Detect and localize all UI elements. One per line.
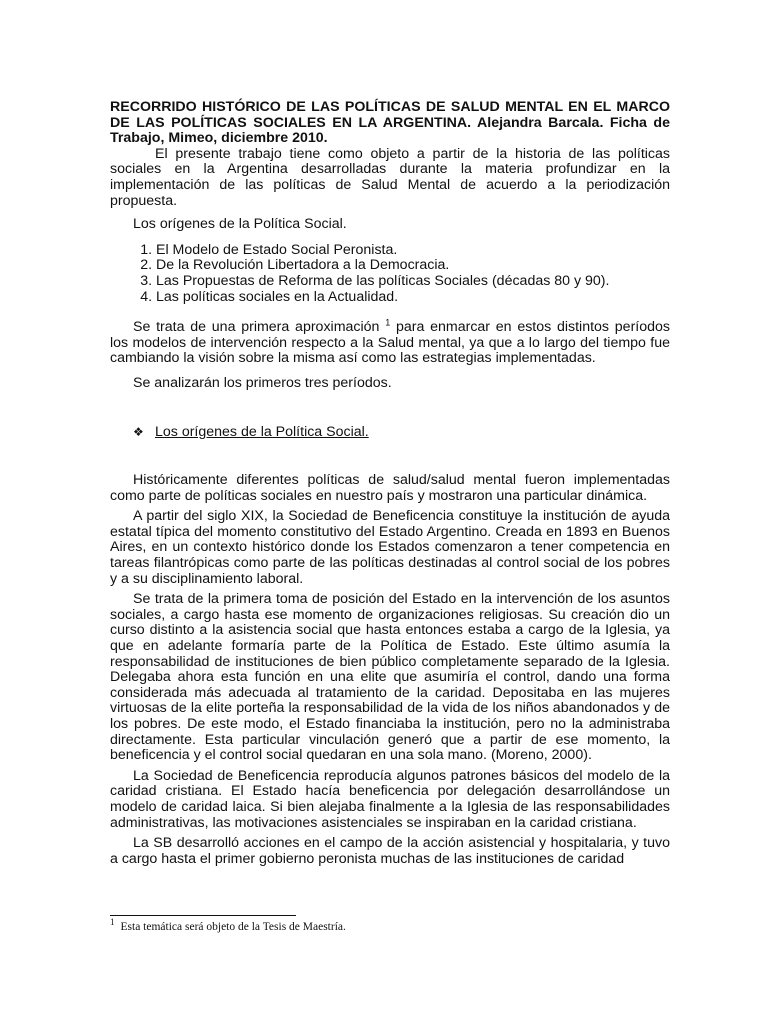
approximation-paragraph: [110, 317, 670, 367]
diamond-bullet-icon: ❖: [133, 424, 144, 439]
document-page: [110, 100, 670, 867]
footnote-divider: [110, 915, 296, 916]
list-item: 4. Las políticas sociales en la Actualidad.: [156, 290, 670, 306]
body-paragraph: Históricamente diferentes políticas de salud/salud mental fueron implementadas como parte de políticas sociales en nuestro país y mostraron una particular dinámica.: [110, 472, 670, 504]
origins-line: Los orígenes de la Política Social.: [133, 216, 347, 233]
footnote: [110, 917, 346, 933]
section-heading-label: Los orígenes de la Política Social.: [155, 423, 369, 440]
list-item: 2. De la Revolución Libertadora a la Democracia.: [156, 258, 670, 274]
body-paragraph: A partir del siglo XIX, la Sociedad de Beneficencia constituye la institución de ayuda estatal típica del momento constitutivo del Estado Argentino. Creada en 1893 en Buenos Aires, en un contexto histórico donde los Estados comenzaron a tener competencia en tareas filantrópicas como parte de las políticas destinadas al control social de los pobres y a su disciplinamiento laboral.: [110, 508, 670, 587]
approximation-text-start: Se trata de una primera aproximación: [133, 319, 386, 336]
intro-paragraph: El presente trabajo tiene como objeto a partir de la historia de las políticas sociales en la Argentina desarrolladas durante la materia profundizar en la implementación de las políticas de Salud Mental de acuerdo a la periodización propuesta.: [110, 145, 670, 209]
approximation-text-end: para enmarcar en estos distintos períodos los modelos de intervención respecto a la Salud mental, ya que a lo largo del tiempo fue cambiando la visión sobre la misma así como las estrategias implementadas.: [110, 319, 670, 367]
document-title: RECORRIDO HISTÓRICO DE LAS POLÍTICAS DE SALUD MENTAL EN EL MARCO DE LAS POLÍTICAS SOCIALES EN LA ARGENTINA. Alejandra Barcala. Ficha de Trabajo, Mimeo, diciembre 2010.: [110, 99, 670, 147]
footnote-mark: 1: [110, 917, 115, 928]
section-heading: [133, 425, 670, 441]
footnote-reference: 1: [385, 317, 391, 328]
list-item: 1. El Modelo de Estado Social Peronista.: [156, 243, 670, 259]
periods-list: [110, 243, 670, 305]
analysis-line: Se analizarán los primeros tres períodos.: [133, 374, 392, 391]
body-paragraph: La SB desarrolló acciones en el campo de la acción asistencial y hospitalaria, y tuvo a cargo hasta el primer gobierno peronista muchas de las instituciones de caridad: [110, 835, 670, 867]
list-item: 3. Las Propuestas de Reforma de las políticas Sociales (décadas 80 y 90).: [156, 274, 670, 290]
body-paragraph: La Sociedad de Beneficencia reproducía algunos patrones básicos del modelo de la caridad cristiana. El Estado hacía beneficencia por delegación desarrollándose un modelo de caridad laica. Si bien alejaba finalmente a la Iglesia de las responsabilidades administrativas, las motivaciones asistenciales se inspiraban en la caridad cristiana.: [110, 767, 670, 831]
footnote-text: Esta temática será objeto de la Tesis de Maestría.: [120, 921, 346, 933]
body-paragraph: Se trata de la primera toma de posición del Estado en la intervención de los asuntos sociales, a cargo hasta ese momento de organizaciones religiosas. Su creación dio un curso distinto a la asistencia social que hasta entonces estaba a cargo de la Iglesia, ya que en adelante formaría parte de la Política de Estado. Este último asumía la responsabilidad de instituciones de bien público completamente separado de la Iglesia. Delegaba ahora esta función en una elite que asumiría el control, dando una forma considerada más adecuada al tratamiento de la caridad. Depositaba en las mujeres virtuosas de la elite porteña la responsabilidad de la vida de los niños abandonados y de los pobres. De este modo, el Estado financiaba la institución, pero no la administraba directamente. Esta particular vinculación generó que a partir de ese momento, la beneficencia y el control social quedaran en una sola mano. (Moreno, 2000).: [110, 591, 670, 764]
